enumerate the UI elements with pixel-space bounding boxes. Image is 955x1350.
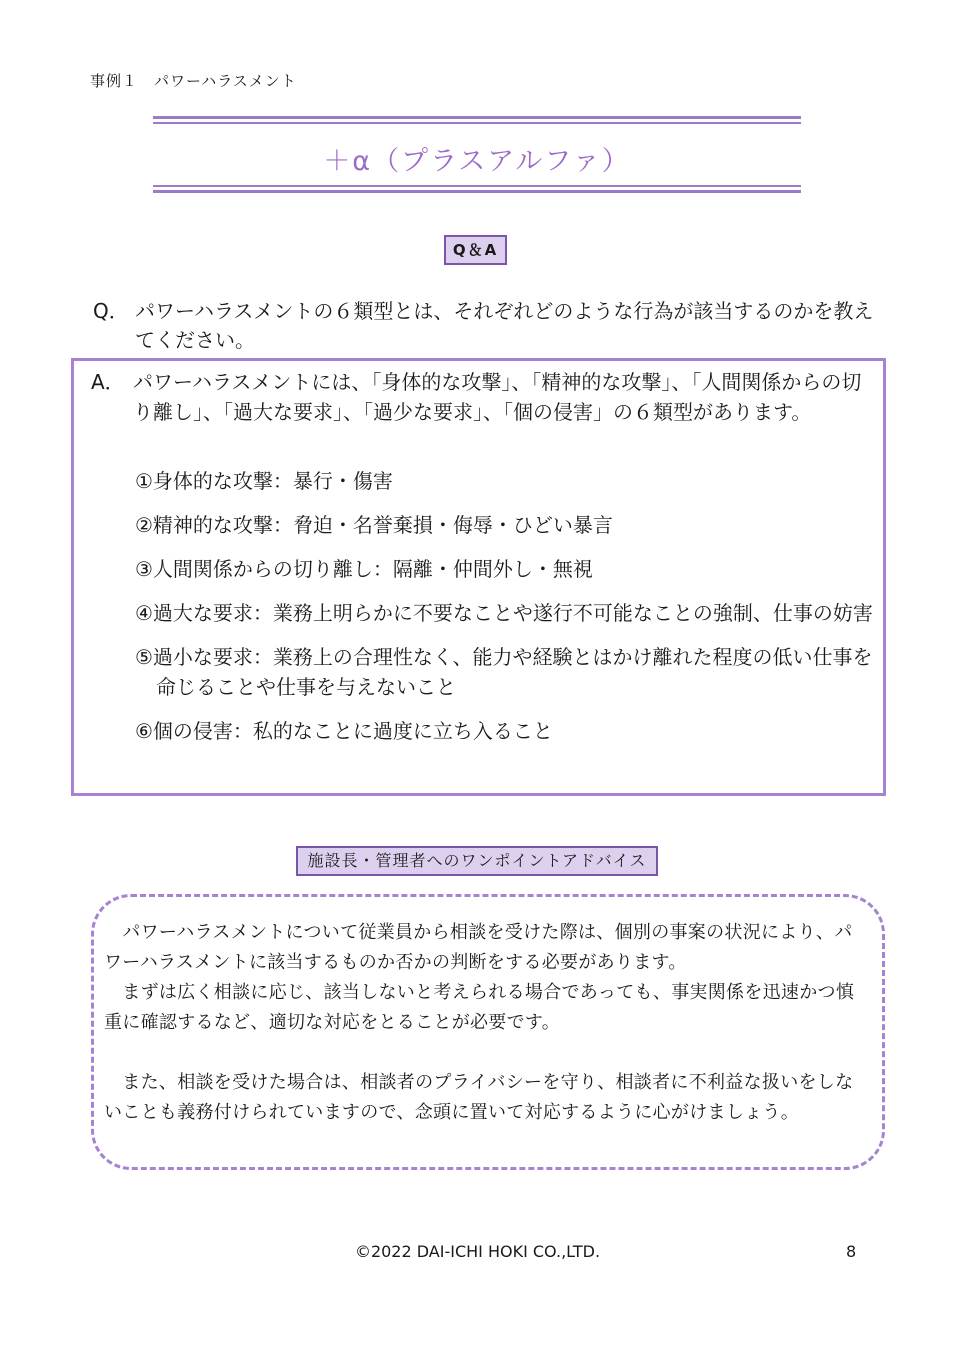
page-title: ＋α（プラスアルファ） [323,146,631,177]
type-item-6: ⑥個の侵害：私的なことに過度に立ち入ること [135,719,553,743]
advice-paragraph-1: パワーハラスメントについて従業員から相談を受けた際は、個別の事案の状況により、パワーハラスメントに該当するものか否かの判断をする必要があります。 [104,922,853,973]
section-label: 事例１ パワーハラスメント [90,72,297,90]
title-rule-bottom-2 [153,190,801,193]
answer [91,367,876,427]
qa-badge: Q＆A [444,235,507,265]
advice-text [104,918,870,1128]
type-item-2: ②精神的な攻撃：脅迫・名誉棄損・侮辱・ひどい暴言 [135,513,613,537]
title-rule-bottom-1 [153,185,801,187]
advice-badge: 施設長・管理者へのワンポイントアドバイス [296,846,658,876]
title-rule-top-2 [153,122,801,124]
type-item-3: ③人間関係からの切り離し：隔離・仲間外し・無視 [135,557,593,581]
type-item-5: ⑤過小な要求：業務上の合理性なく、能力や経験とはかけ離れた程度の低い仕事を命じることや仕事を与えないこと [135,645,873,699]
advice-paragraph-2: まずは広く相談に応じ、該当しないと考えられる場合であっても、事実関係を迅速かつ慎重に確認するなど、適切な対応をとることが必要です。 [104,982,855,1033]
question [93,297,883,355]
answer-mark: A． [91,370,125,394]
type-item-1: ①身体的な攻撃：暴行・傷害 [135,469,393,493]
copyright: ©2022 DAI-ICHI HOKI CO.,LTD. [354,1242,601,1261]
page-number: 8 [846,1242,857,1261]
harassment-type-list [135,466,875,760]
advice-paragraph-3: また、相談を受けた場合は、相談者のプライバシーを守り、相談者に不利益な扱いをしないことも義務付けられていますので、念頭に置いて対応するように心がけましょう。 [104,1072,854,1123]
paragraph-gap [104,1038,870,1068]
title-rule-top-1 [153,116,801,119]
question-text: パワーハラスメントの６類型とは、それぞれどのような行為が該当するのかを教えてください。 [135,299,874,352]
type-item-4: ④過大な要求：業務上明らかに不要なことや遂行不可能なことの強制、仕事の妨害 [135,601,873,625]
answer-text: パワーハラスメントには、「身体的な攻撃」、「精神的な攻撃」、「人間関係からの切り離し」、「過大な要求」、「過少な要求」、「個の侵害」の６類型があります。 [133,370,862,424]
question-mark: Q． [93,299,129,323]
